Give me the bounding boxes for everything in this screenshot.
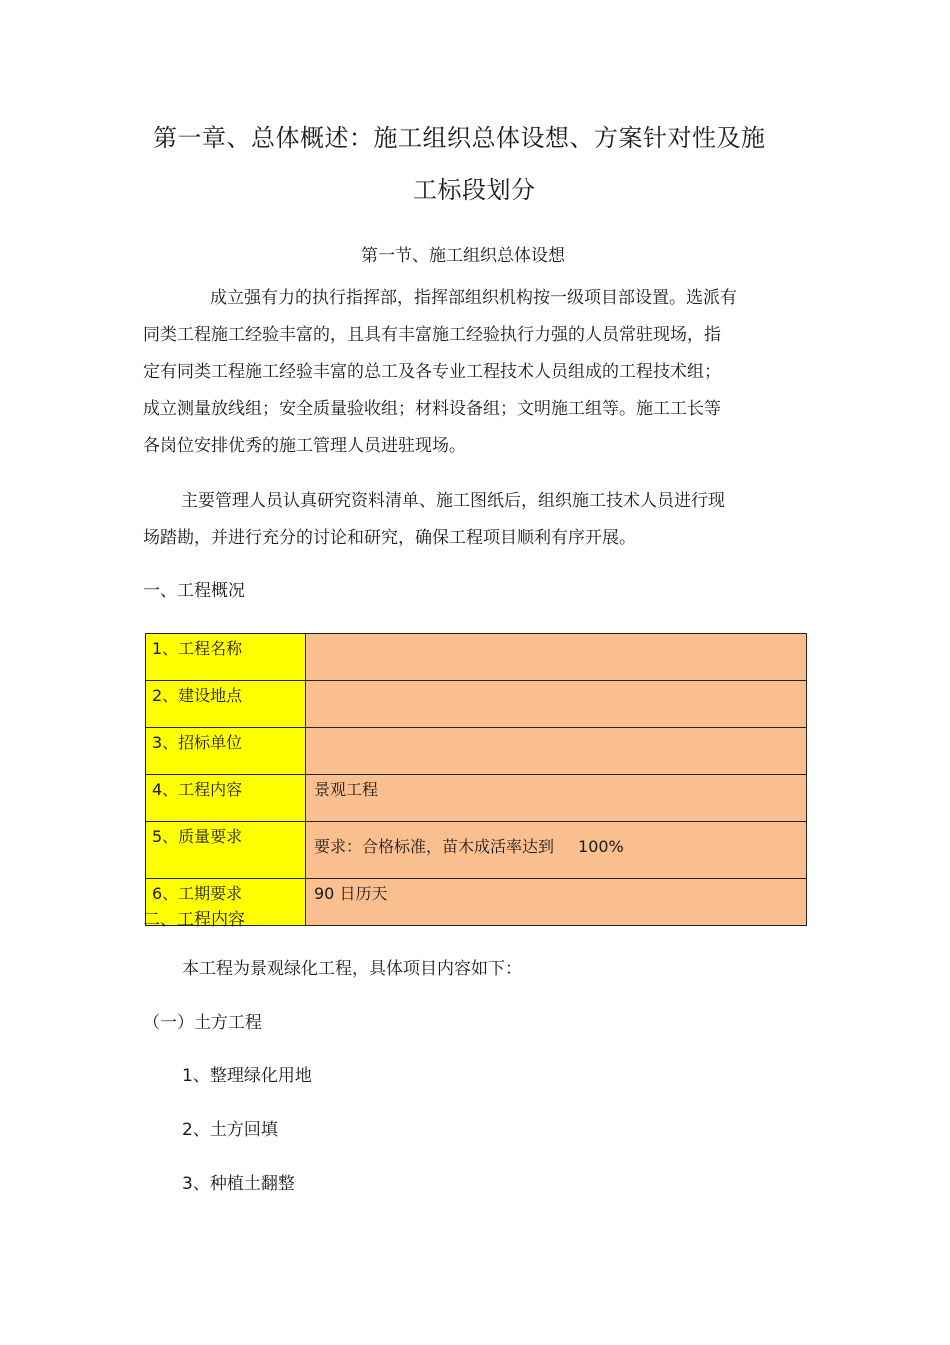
table-key-cell: 2、建设地点 <box>146 681 306 728</box>
table-key-cell: 1、工程名称 <box>146 634 306 681</box>
content-intro: 本工程为景观绿化工程，具体项目内容如下： <box>182 959 522 979</box>
table-key-cell: 4、工程内容 <box>146 775 306 822</box>
paragraph-line: 定有同类工程施工经验丰富的总工及各专业工程技术人员组成的工程技术组； <box>143 362 721 382</box>
paragraph-line: 成立强有力的执行指挥部，指挥部组织机构按一级项目部设置。选派有 <box>210 288 737 308</box>
table-value-cell <box>306 822 807 879</box>
paragraph-organization <box>143 280 783 465</box>
paragraph-line: 主要管理人员认真研究资料清单、施工图纸后，组织施工技术人员进行现 <box>181 491 725 511</box>
table-row <box>146 822 807 879</box>
table-row <box>146 775 807 822</box>
table-value-cell <box>306 728 807 775</box>
table-value-cell: 景观工程 <box>306 775 807 822</box>
paragraph-line: 场踏勘，并进行充分的讨论和研究，确保工程项目顺利有序开展。 <box>143 528 636 548</box>
table-key-cell: 6、工期要求 <box>146 879 306 926</box>
survival-rate-value: 100% <box>578 837 624 856</box>
list-item: 2、土方回填 <box>182 1120 278 1140</box>
section-title: 第一节、施工组织总体设想 <box>361 246 565 266</box>
content-heading: 二、工程内容 <box>143 910 245 930</box>
chapter-title-line1: 第一章、总体概述：施工组织总体设想、方案针对性及施 <box>153 124 766 152</box>
paragraph-management <box>143 483 783 557</box>
table-row <box>146 634 807 681</box>
paragraph-line: 成立测量放线组；安全质量验收组；材料设备组；文明施工组等。施工工长等 <box>143 399 721 419</box>
quality-requirement-text: 要求：合格标准，苗木成活率达到 <box>314 837 555 856</box>
table-value-cell <box>306 634 807 681</box>
table-row <box>146 728 807 775</box>
paragraph-line: 各岗位安排优秀的施工管理人员进驻现场。 <box>143 436 466 456</box>
chapter-title-line2: 工标段划分 <box>413 176 536 204</box>
table-value-cell: 90 日历天 <box>306 879 807 926</box>
project-overview-table <box>145 633 807 926</box>
overview-heading: 一、工程概况 <box>143 581 245 601</box>
list-item: 1、整理绿化用地 <box>182 1066 312 1086</box>
list-item: 3、种植土翻整 <box>182 1174 295 1194</box>
table-key-cell: 5、质量要求 <box>146 822 306 879</box>
table-value-cell <box>306 681 807 728</box>
paragraph-line: 同类工程施工经验丰富的，且具有丰富施工经验执行力强的人员常驻现场，指 <box>143 325 721 345</box>
table-row <box>146 681 807 728</box>
table-key-cell: 3、招标单位 <box>146 728 306 775</box>
earthwork-heading: （一）土方工程 <box>143 1013 262 1033</box>
